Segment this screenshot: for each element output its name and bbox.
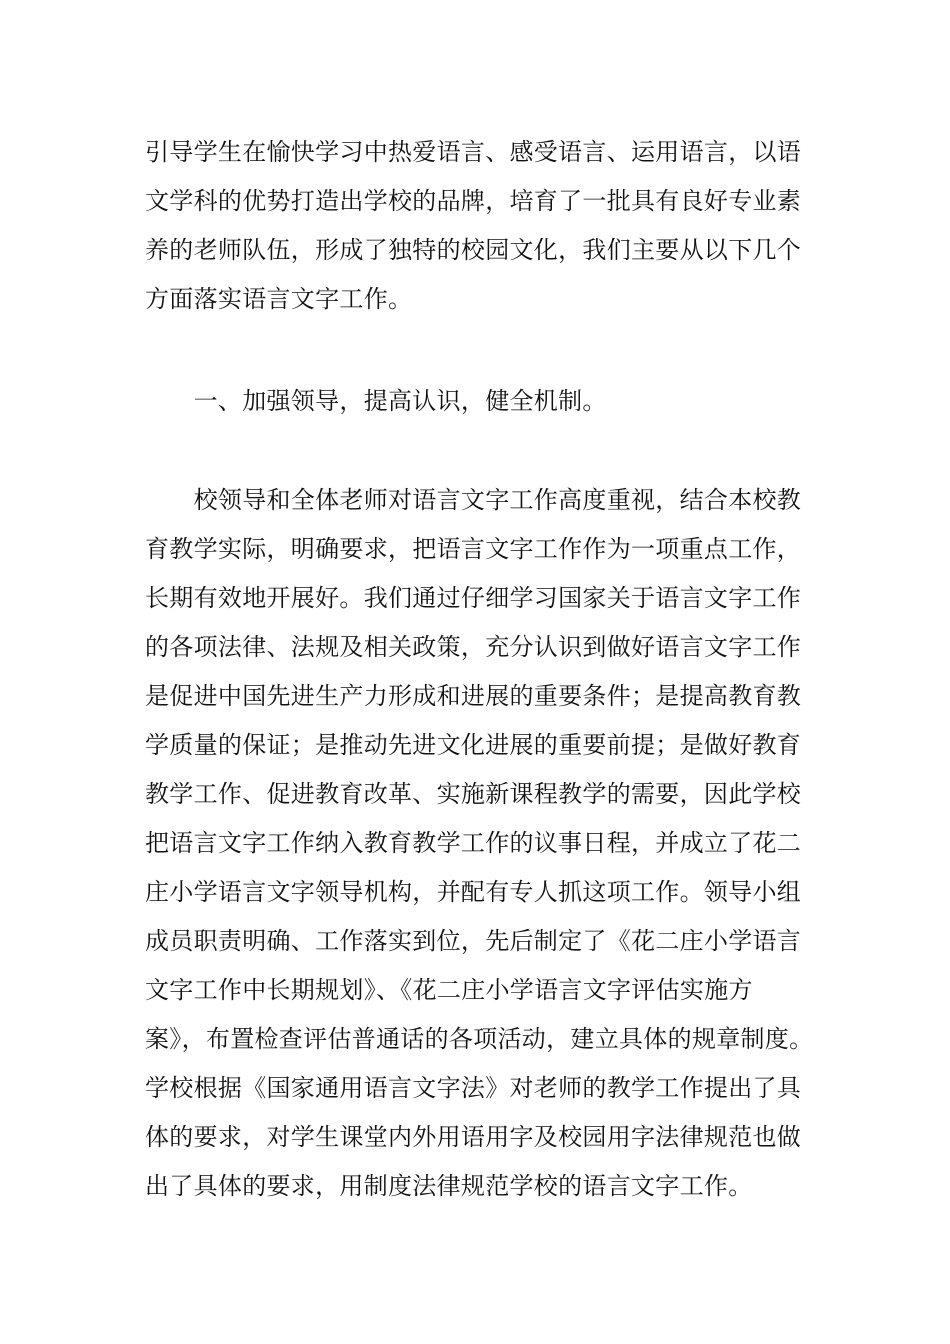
text-line: 文学科的优势打造出学校的品牌，培育了一批具有良好专业素 [145,187,802,215]
text-line: 育教学实际，明确要求，把语言文字工作作为一项重点工作， [145,535,802,563]
text-line: 庄小学语言文字领导机构，并配有专人抓这项工作。领导小组 [145,878,802,906]
heading-line: 一、加强领导，提高认识，健全机制。 [145,387,607,415]
text-line: 文字工作中长期规划》、《花二庄小学语言文字评估实施方 [145,976,753,1004]
section-heading [145,377,825,426]
text-line: 方面落实语言文字工作。 [145,285,413,313]
text-line: 的各项法律、法规及相关政策，充分认识到做好语言文字工作 [145,633,802,661]
text-line: 学质量的保证；是推动先进文化进展的重要前提；是做好教育 [145,731,802,759]
text-line: 体的要求，对学生课堂内外用语用字及校园用字法律规范也做 [145,1123,802,1151]
text-line: 校领导和全体老师对语言文字工作高度重视，结合本校教 [145,486,802,514]
text-line: 教学工作、促进教育改革、实施新课程教学的需要，因此学校 [145,780,802,808]
text-line: 成员职责明确、工作落实到位，先后制定了《花二庄小学语言 [145,927,802,955]
paragraph-body [145,476,825,1211]
text-line: 学校根据《国家通用语言文字法》对老师的教学工作提出了具 [145,1074,802,1102]
text-line: 是促进中国先进生产力形成和进展的重要条件；是提高教育教 [145,682,802,710]
paragraph-intro [145,128,825,324]
text-line: 长期有效地开展好。我们通过仔细学习国家关于语言文字工作 [145,584,802,612]
text-line: 引导学生在愉快学习中热爱语言、感受语言、运用语言，以语 [145,138,802,166]
text-line: 养的老师队伍，形成了独特的校园文化，我们主要从以下几个 [145,236,802,264]
text-line: 案》，布置检查评估普通话的各项活动，建立具体的规章制度。 [145,1025,814,1053]
text-line: 出了具体的要求，用制度法律规范学校的语言文字工作。 [145,1172,753,1200]
text-line: 把语言文字工作纳入教育教学工作的议事日程，并成立了花二 [145,829,802,857]
